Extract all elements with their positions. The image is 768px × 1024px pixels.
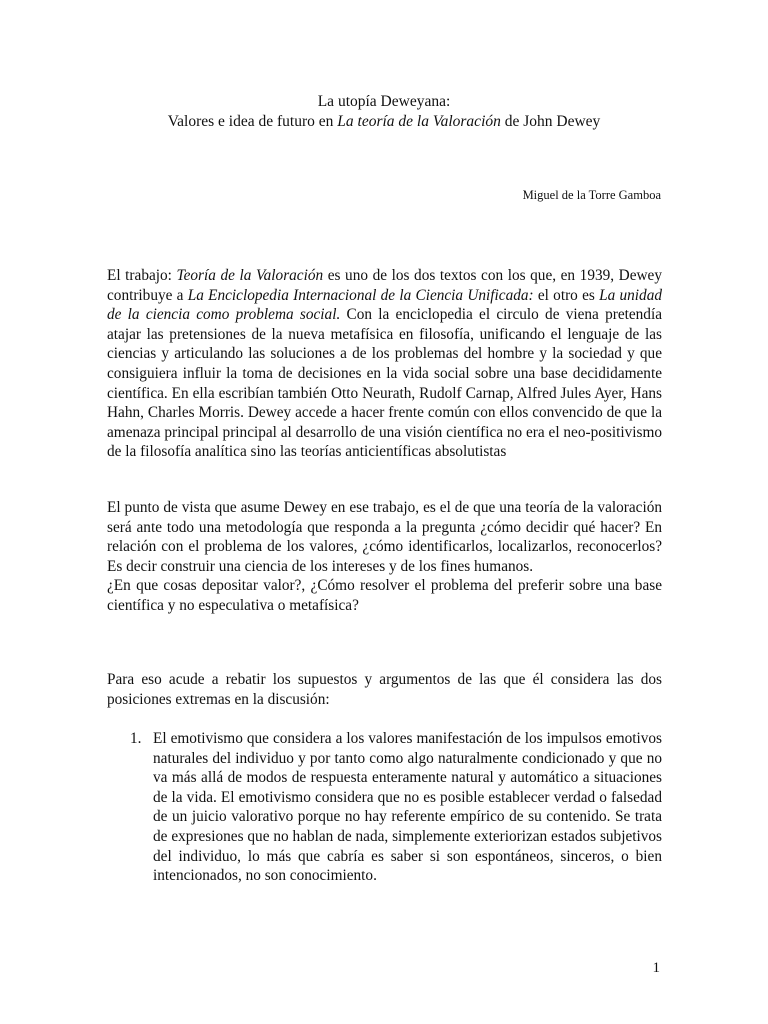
list-item-number: 1.: [130, 730, 142, 747]
p1-italic-2: La Enciclopedia Internacional de la Ciencia Unificada:: [187, 286, 534, 304]
p1-text-4: Con la enciclopedia el circulo de viena pretendía atajar las pretensiones de la nueva metafísica en filosofía, unificando el lenguaje de las ciencias y articulando las soluciones a de los problemas del hombre y la sociedad y que consiguiera influir la toma de decisiones en la vida social sobre una base decididamente científica. En ella escribían también Otto Neurath, Rudolf Carnap, Alfred Jules Ayer, Hans Hahn, Charles Morris. Dewey accede a hacer frente común con ellos convencido de que la amenaza principal principal al desarrollo de una visión científica no era el neo-positivismo de la filosofía analítica sino las teorías anticientíficas absolutistas: [107, 306, 662, 461]
subtitle-italic-work: La teoría de la Valoración: [337, 113, 501, 130]
numbered-list: [130, 729, 662, 886]
document-title: La utopía Deweyana:: [317, 93, 451, 110]
paragraph-4: [107, 670, 662, 709]
list-item: [130, 729, 662, 886]
paragraph-2-group: [107, 498, 662, 616]
p1-text-3: el otro es: [533, 286, 600, 304]
page-number: 1: [652, 960, 660, 976]
paragraph-3: ¿En que cosas depositar valor?, ¿Cómo resolver el problema del preferir sobre una base científica y no especulativa o metafísica?: [107, 577, 662, 614]
p1-text-1: El trabajo:: [107, 267, 177, 284]
subtitle-suffix: de John Dewey: [500, 113, 601, 130]
p1-italic-1: Teoría de la Valoración: [176, 267, 324, 284]
list-item-text: El emotivismo que considera a los valores manifestación de los impulsos emotivos naturales del individuo y por tanto como algo naturalmente condicionado y que no va más allá de modos de respuesta enteramente natural y automático a situaciones de la vida. El emotivismo considera que no es posible establecer verdad o falsedad de un juicio valorativo porque no hay referente empírico de su contenido. Se trata de expresiones que no hablan de nada, simplemente exteriorizan estados subjetivos del individuo, lo más que cabría es saber si son espontáneos, sinceros, o bien intencionados, no son conocimiento.: [153, 730, 662, 885]
paragraph-2: El punto de vista que asume Dewey en ese trabajo, es el de que una teoría de la valoración será ante todo una metodología que responda a la pregunta ¿cómo decidir qué hacer? En relación con el problema de los valores, ¿cómo identificarlos, localizarlos, reconocerlos? Es decir construir una ciencia de los intereses y de los fines humanos.: [107, 499, 662, 575]
p1-italic-3: La unidad de la ciencia como problema social.: [107, 286, 662, 324]
author-name: Miguel de la Torre Gamboa: [522, 188, 661, 202]
paragraph-4-text: Para eso acude a rebatir los supuestos y argumentos de las que él considera las dos posiciones extremas en la discusión:: [107, 671, 662, 708]
subtitle-prefix: Valores e idea de futuro en: [167, 113, 338, 130]
paragraph-1: [107, 266, 662, 462]
p1-text-2: es uno de los dos textos con los que, en 1939, Dewey contribuye a: [107, 267, 662, 304]
title-block: [0, 92, 768, 132]
document-subtitle: [0, 112, 768, 132]
